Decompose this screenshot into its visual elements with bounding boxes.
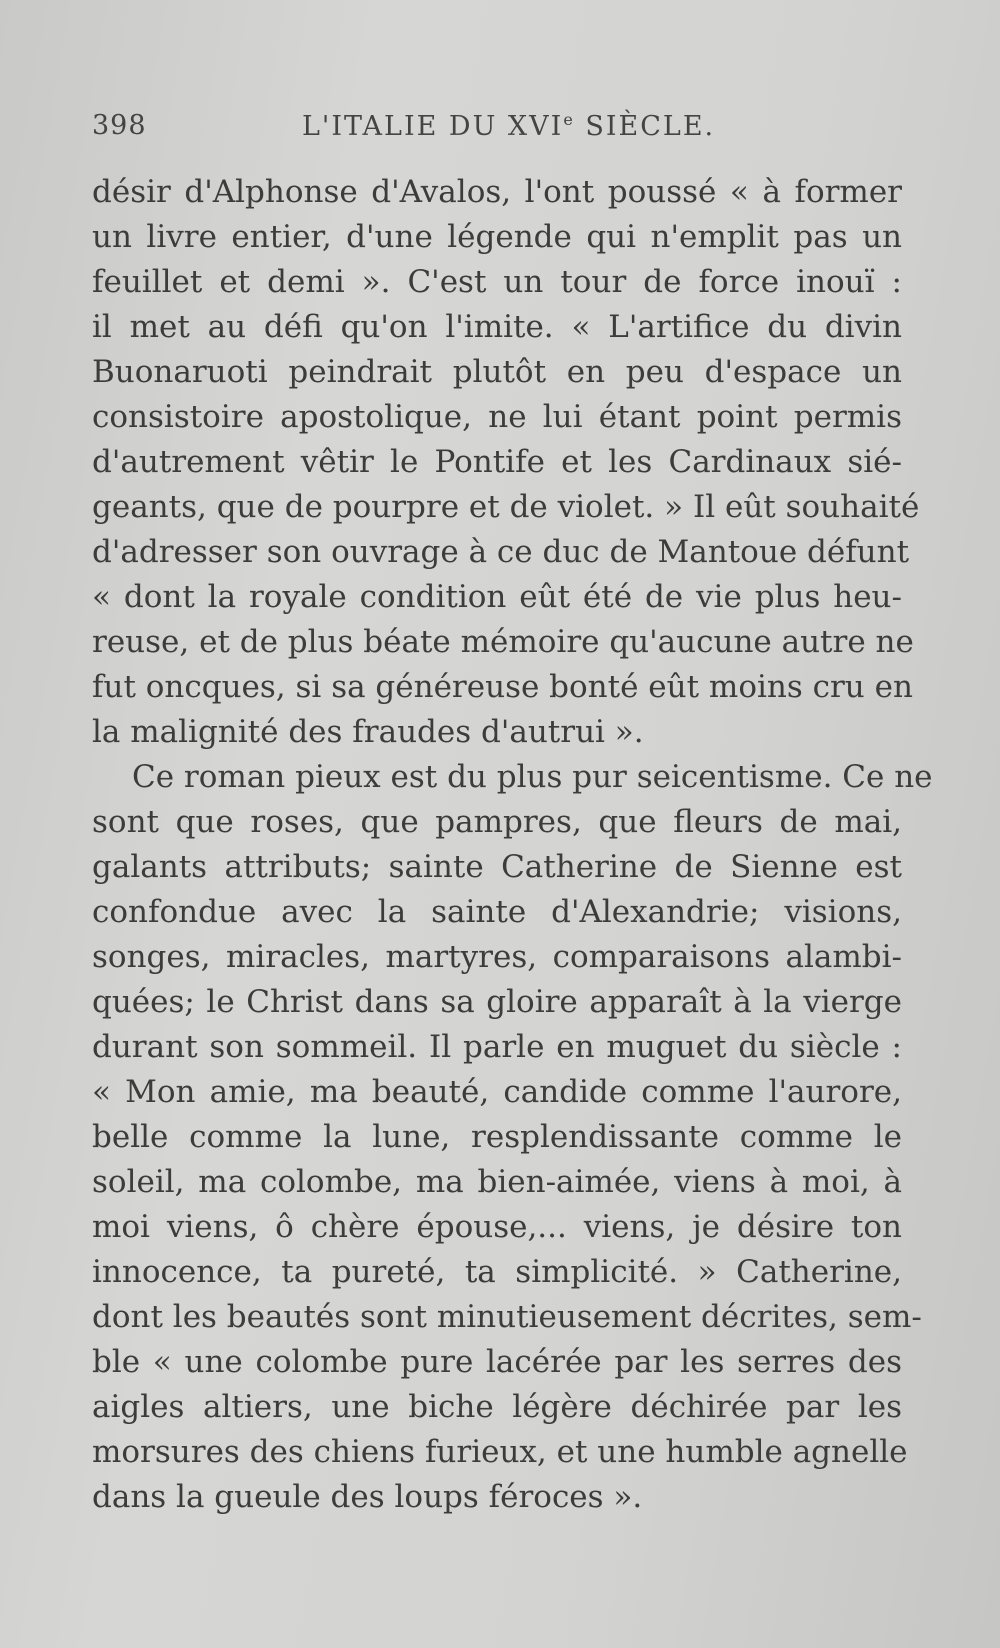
text-line: songes, miracles, martyres, comparaisons alambi- xyxy=(92,939,902,975)
text-line: aigles altiers, une biche légère déchirée par les xyxy=(92,1389,902,1425)
paragraph xyxy=(92,755,933,1520)
text-line: un livre entier, d'une légende qui n'emplit pas un xyxy=(92,219,902,255)
text-line: belle comme la lune, resplendissante comme le xyxy=(92,1119,902,1155)
text-line: Ce roman pieux est du plus pur seicentisme. Ce ne xyxy=(132,759,933,795)
paragraph xyxy=(92,170,920,755)
running-title-end: SIÈCLE. xyxy=(574,111,716,142)
text-line: « Mon amie, ma beauté, candide comme l'aurore, xyxy=(92,1074,902,1110)
text-line: moi viens, ô chère épouse,... viens, je désire ton xyxy=(92,1209,902,1245)
text-line: désir d'Alphonse d'Avalos, l'ont poussé « à former xyxy=(92,174,902,210)
text-line: « dont la royale condition eût été de vie plus heu- xyxy=(92,579,902,615)
text-line: fut oncques, si sa généreuse bonté eût moins cru en xyxy=(92,669,913,705)
text-line: confondue avec la sainte d'Alexandrie; visions, xyxy=(92,894,902,930)
text-line: Buonaruoti peindrait plutôt en peu d'espace un xyxy=(92,354,902,390)
body-text xyxy=(92,170,933,1520)
page-number: 398 xyxy=(92,110,147,141)
running-header xyxy=(92,110,892,150)
text-line: d'autrement vêtir le Pontife et les Cardinaux sié- xyxy=(92,444,902,480)
running-title-superscript: e xyxy=(563,110,575,129)
text-line: morsures des chiens furieux, et une humble agnelle xyxy=(92,1434,908,1470)
text-line: d'adresser son ouvrage à ce duc de Mantoue défunt xyxy=(92,534,910,570)
text-line: feuillet et demi ». C'est un tour de force inouï : xyxy=(92,264,902,300)
text-line: la malignité des fraudes d'autrui ». xyxy=(92,714,644,750)
text-line: innocence, ta pureté, ta simplicité. » Catherine, xyxy=(92,1254,902,1290)
text-line: reuse, et de plus béate mémoire qu'aucune autre ne xyxy=(92,624,914,660)
text-line: durant son sommeil. Il parle en muguet du siècle : xyxy=(92,1029,902,1065)
text-line: sont que roses, que pampres, que fleurs de mai, xyxy=(92,804,902,840)
text-line: quées; le Christ dans sa gloire apparaît à la vierge xyxy=(92,984,902,1020)
running-title-main: L'ITALIE DU XVI xyxy=(302,111,564,142)
text-line: consistoire apostolique, ne lui étant point permis xyxy=(92,399,902,435)
running-title xyxy=(302,110,715,142)
text-line: il met au défi qu'on l'imite. « L'artifice du divin xyxy=(92,309,902,345)
text-line: geants, que de pourpre et de violet. » Il eût souhaité xyxy=(92,489,920,525)
text-line: soleil, ma colombe, ma bien-aimée, viens à moi, à xyxy=(92,1164,902,1200)
text-line: dans la gueule des loups féroces ». xyxy=(92,1479,643,1515)
text-line: dont les beautés sont minutieusement décrites, sem- xyxy=(92,1299,922,1335)
text-line: ble « une colombe pure lacérée par les serres des xyxy=(92,1344,902,1380)
text-line: galants attributs; sainte Catherine de Sienne est xyxy=(92,849,902,885)
